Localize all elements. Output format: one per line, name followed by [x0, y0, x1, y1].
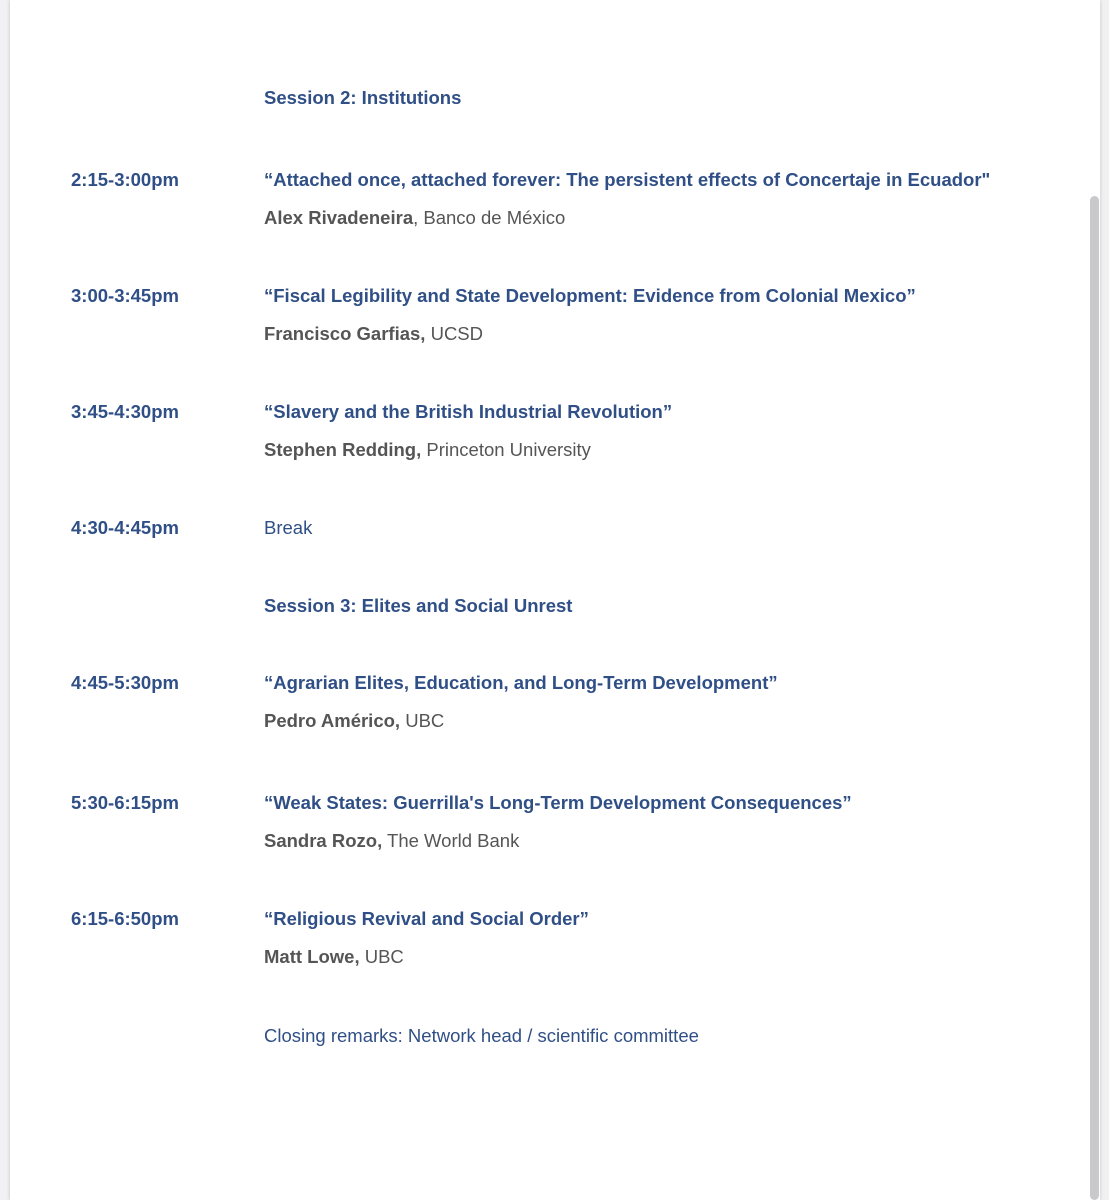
talk-2-time: 3:00-3:45pm	[71, 285, 179, 306]
talk-4-author: Pedro Américo,	[264, 710, 401, 731]
talk-4-title: “Agrarian Elites, Education, and Long-Term Development”	[264, 672, 778, 693]
talk-1-title: “Attached once, attached forever: The persistent effects of Concertaje in Ecuador"	[264, 169, 991, 190]
talk-3-affiliation: Princeton University	[421, 439, 591, 460]
talk-1-author-line	[264, 207, 1084, 229]
talk-6-time: 6:15-6:50pm	[71, 908, 179, 929]
break-time: 4:30-4:45pm	[71, 517, 179, 538]
session-3-heading: Session 3: Elites and Social Unrest	[264, 595, 573, 616]
talk-2-title: “Fiscal Legibility and State Development: Evidence from Colonial Mexico”	[264, 285, 916, 306]
talk-1-author: Alex Rivadeneira	[264, 207, 414, 228]
break-label: Break	[264, 517, 313, 538]
talk-5-time: 5:30-6:15pm	[71, 792, 179, 813]
talk-5-title: “Weak States: Guerrilla's Long-Term Development Consequences”	[264, 792, 852, 813]
talk-6-title: “Religious Revival and Social Order”	[264, 908, 589, 929]
talk-3-author: Stephen Redding,	[264, 439, 422, 460]
talk-6-author: Matt Lowe,	[264, 946, 360, 967]
talk-2-author: Francisco Garfias,	[264, 323, 426, 344]
document-page	[10, 0, 1100, 1200]
talk-2-author-line	[264, 323, 1084, 345]
talk-4-author-line	[264, 710, 1084, 732]
talk-1-time: 2:15-3:00pm	[71, 169, 179, 190]
talk-3-title: “Slavery and the British Industrial Revolution”	[264, 401, 673, 422]
talk-5-author: Sandra Rozo,	[264, 830, 383, 851]
vertical-scrollbar[interactable]	[1093, 0, 1105, 1200]
talk-4-affiliation: UBC	[400, 710, 445, 731]
session-2-heading: Session 2: Institutions	[264, 87, 462, 108]
scrollbar-thumb[interactable]	[1090, 196, 1099, 1200]
talk-3-time: 3:45-4:30pm	[71, 401, 179, 422]
talk-2-affiliation: UCSD	[425, 323, 483, 344]
closing-remarks: Closing remarks: Network head / scientific committee	[264, 1025, 699, 1046]
talk-1-affiliation: , Banco de México	[413, 207, 566, 228]
talk-5-author-line	[264, 830, 1084, 852]
talk-3-author-line	[264, 439, 1084, 461]
talk-5-affiliation: The World Bank	[382, 830, 520, 851]
talk-6-author-line	[264, 946, 1084, 968]
talk-4-time: 4:45-5:30pm	[71, 672, 179, 693]
talk-6-affiliation: UBC	[359, 946, 404, 967]
